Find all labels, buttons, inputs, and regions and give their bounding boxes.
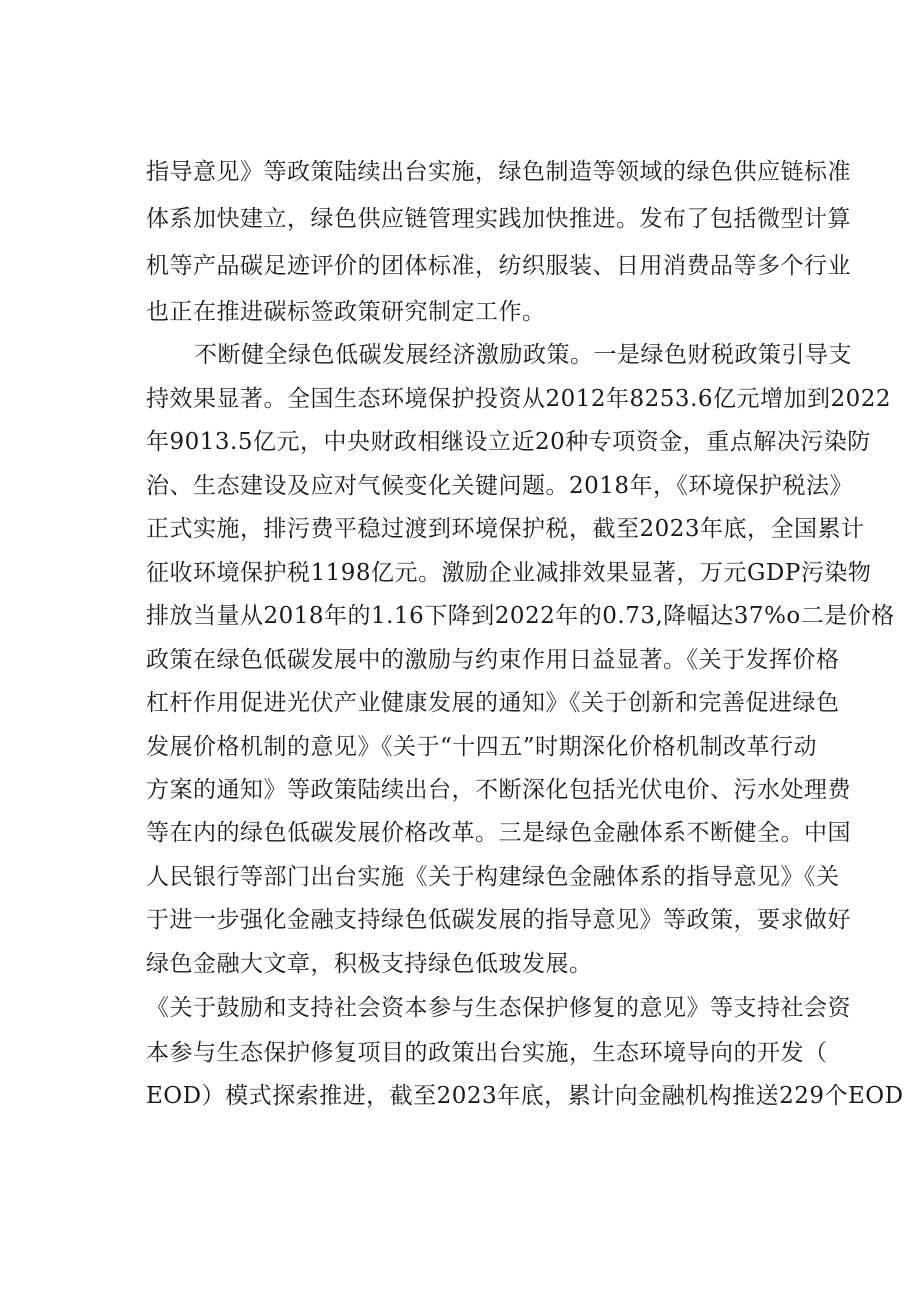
- paragraph-2-line-5: 正式实施，排污费平稳过渡到环境保护税，截至2023年底，全国累计: [146, 516, 865, 542]
- paragraph-2-line-7: 排放当量从2018年的1.16下降到2022年的0.73,降幅达37%o二是价格: [146, 603, 895, 629]
- paragraph-2-line-9: 杠杆作用促进光伏产业健康发展的通知》《关于创新和完善促进绿色: [146, 690, 840, 716]
- paragraph-3-line-3: EOD）模式探索推进，截至2023年底，累计向金融机构推送229个EOD: [146, 1083, 904, 1109]
- paragraph-1-line-3: 机等产品碳足迹评价的团体标准，纺织服装、日用消费品等多个行业: [146, 253, 851, 279]
- paragraph-2-line-1: 不断健全绿色低碳发展经济激励政策。一是绿色财税政策引导支: [194, 342, 852, 368]
- paragraph-3-line-1: 《关于鼓励和支持社会资本参与生态保护修复的意见》等支持社会资: [146, 995, 851, 1021]
- paragraph-2-line-11: 方案的通知》等政策陆续出台，不断深化包括光伏电价、污水处理费: [146, 777, 851, 803]
- paragraph-3-line-2: 本参与生态保护修复项目的政策出台实施，生态环境导向的开发（: [146, 1040, 828, 1066]
- paragraph-2-line-12: 等在内的绿色低碳发展价格改革。三是绿色金融体系不断健全。中国: [146, 820, 851, 846]
- paragraph-2-line-4: 治、生态建设及应对气候变化关键问题。2018年，《环境保护税法》: [146, 473, 854, 499]
- paragraph-2-line-15: 绿色金融大文章，积极支持绿色低玻发展。: [146, 951, 593, 977]
- paragraph-1-line-4: 也正在推进碳标签政策研究制定工作。: [146, 299, 546, 325]
- paragraph-2-line-13: 人民银行等部门出台实施《关于构建绿色金融体系的指导意见》《关: [146, 864, 840, 890]
- paragraph-1-line-2: 体系加快建立，绿色供应链管理实践加快推进。发布了包括微型计算: [146, 206, 851, 232]
- paragraph-2-line-14: 于进一步强化金融支持绿色低碳发展的指导意见》等政策，要求做好: [146, 907, 851, 933]
- paragraph-2-line-8: 政策在绿色低碳发展中的激励与约束作用日益显著。《关于发挥价格: [146, 647, 840, 673]
- paragraph-1-line-1: 指导意见》等政策陆续出台实施，绿色制造等领域的绿色供应链标准: [146, 159, 851, 185]
- paragraph-2-line-2: 持效果显著。全国生态环境保护投资从2012年8253.6亿元增加到2022: [146, 386, 892, 412]
- paragraph-2-line-6: 征收环境保护税1198亿元。激励企业减排效果显著，万元GDP污染物: [146, 560, 872, 586]
- paragraph-2-line-10: 发展价格机制的意见》《关于“十四五”时期深化价格机制改革行动: [146, 734, 818, 760]
- paragraph-2-line-3: 年9013.5亿元，中央财政相继设立近20种专项资金，重点解决污染防: [146, 429, 871, 455]
